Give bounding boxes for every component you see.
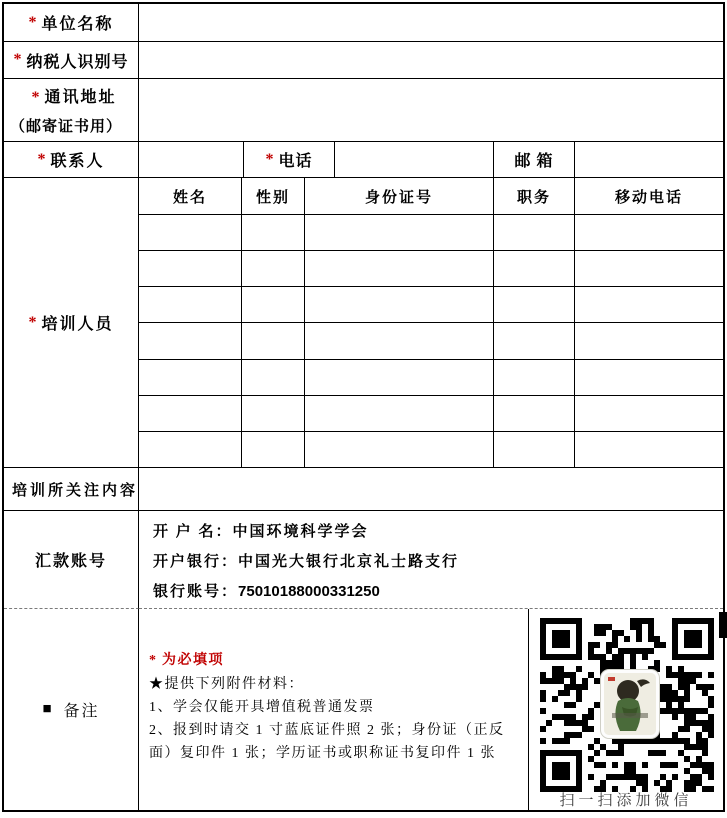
wechat-qr-panel [529, 609, 723, 810]
unit-name-label-text: 单位名称 [41, 16, 114, 33]
mail-address-label-text: 通讯地址 [44, 89, 117, 106]
required-note-text: 为必填项 [162, 653, 224, 668]
required-fields-note [149, 649, 520, 672]
column-header-gender: 性别 [242, 178, 305, 215]
required-asterisk: * [37, 150, 46, 168]
required-asterisk: * [149, 653, 156, 668]
remit-bank-value: 中国光大银行北京礼士路支行 [238, 554, 460, 570]
personnel-input-cell[interactable] [139, 215, 242, 251]
personnel-input-cell[interactable] [494, 396, 575, 432]
required-asterisk: * [28, 13, 37, 31]
remit-account-no-label: 银行账号： [153, 584, 239, 600]
scrollbar-artifact [719, 612, 727, 638]
attachments-title: ★提供下列附件材料： [149, 677, 304, 692]
personnel-input-cell[interactable] [305, 323, 494, 359]
phone-label [244, 142, 335, 178]
personnel-input-cell[interactable] [305, 396, 494, 432]
personnel-input-cell[interactable] [494, 251, 575, 287]
phone-label-text: 电话 [278, 153, 313, 170]
row-unit-name [4, 4, 723, 42]
email-input-cell[interactable] [575, 142, 723, 178]
row-contact [4, 142, 723, 178]
remit-account-name-value: 中国环境科学学会 [232, 524, 369, 540]
column-header-name: 姓名 [139, 178, 242, 215]
personnel-input-cell[interactable] [575, 360, 723, 396]
trainees-label-text: 培训人员 [41, 316, 114, 333]
personnel-row [139, 215, 723, 251]
personnel-grid [139, 178, 723, 468]
personnel-input-cell[interactable] [242, 432, 305, 468]
personnel-input-cell[interactable] [575, 323, 723, 359]
required-asterisk: * [31, 89, 40, 106]
mail-address-input-cell[interactable] [139, 79, 723, 142]
remittance-details [139, 511, 723, 609]
personnel-input-cell[interactable] [494, 215, 575, 251]
personnel-input-cell[interactable] [139, 360, 242, 396]
personnel-input-cell[interactable] [575, 432, 723, 468]
personnel-input-cell[interactable] [139, 432, 242, 468]
attachment-item-2: 2、报到时请交 1 寸蓝底证件照 2 张；身份证（正反面）复印件 1 张；学历证书或职称证书复印件 1 张 [149, 723, 505, 761]
trainees-label [4, 178, 139, 468]
email-label [494, 142, 575, 178]
personnel-row [139, 323, 723, 359]
email-label-text: 邮 箱 [514, 153, 554, 170]
personnel-input-cell[interactable] [305, 360, 494, 396]
required-asterisk: * [28, 313, 37, 331]
unit-name-label [4, 4, 139, 42]
personnel-input-cell[interactable] [242, 323, 305, 359]
mail-address-label-line1 [31, 84, 116, 107]
personnel-row [139, 251, 723, 287]
mail-address-label [4, 79, 139, 142]
training-focus-input-cell[interactable] [139, 468, 723, 511]
row-personnel [4, 178, 723, 468]
personnel-input-cell[interactable] [139, 251, 242, 287]
personnel-row [139, 360, 723, 396]
unit-name-input-cell[interactable] [139, 4, 723, 42]
personnel-row [139, 287, 723, 323]
remark-label [4, 609, 139, 810]
personnel-input-cell[interactable] [305, 251, 494, 287]
qr-caption: 扫一扫添加微信 [559, 793, 693, 809]
personnel-input-cell[interactable] [305, 215, 494, 251]
personnel-input-cell[interactable] [494, 432, 575, 468]
black-square-bullet: ■ [42, 701, 54, 717]
personnel-input-cell[interactable] [242, 251, 305, 287]
qr-avatar [601, 670, 659, 738]
personnel-input-cell[interactable] [242, 360, 305, 396]
remittance-label-text: 汇款账号 [34, 553, 107, 570]
personnel-input-cell[interactable] [494, 287, 575, 323]
wechat-qr-code [540, 618, 714, 797]
personnel-input-cell[interactable] [305, 287, 494, 323]
personnel-input-cell[interactable] [242, 396, 305, 432]
contact-label-text: 联系人 [50, 153, 105, 170]
remit-account-no-line [153, 577, 723, 607]
attachment-item-1: 1、学会仅能开具增值税普通发票 [149, 700, 375, 715]
personnel-input-cell[interactable] [242, 215, 305, 251]
personnel-input-cell[interactable] [575, 215, 723, 251]
personnel-input-cell[interactable] [494, 360, 575, 396]
row-mail-address [4, 79, 723, 142]
taxpayer-id-input-cell[interactable] [139, 42, 723, 79]
remit-account-name-line [153, 517, 723, 547]
personnel-input-cell[interactable] [305, 432, 494, 468]
remit-account-no-value: 75010188000331250 [238, 583, 380, 600]
row-remittance [4, 511, 723, 609]
remark-notes [139, 609, 529, 810]
personnel-input-cell[interactable] [139, 323, 242, 359]
column-header-duty: 职务 [494, 178, 575, 215]
personnel-input-cell[interactable] [494, 323, 575, 359]
personnel-input-cell[interactable] [575, 251, 723, 287]
training-focus-label-text: 培训所关注内容 [12, 482, 139, 499]
taxpayer-id-label-text: 纳税人识别号 [26, 53, 129, 71]
personnel-input-cell[interactable] [139, 287, 242, 323]
mail-address-label-line2: （邮寄证书用） [10, 119, 123, 135]
row-taxpayer-id [4, 42, 723, 79]
contact-label [4, 142, 139, 178]
required-asterisk: * [265, 150, 274, 168]
taxpayer-id-label [4, 42, 139, 79]
remit-bank-line [153, 547, 723, 577]
remit-bank-label: 开户银行： [153, 554, 239, 570]
personnel-header-row [139, 178, 723, 215]
remit-account-name-label: 开 户 名： [153, 524, 233, 540]
personnel-empty-rows [139, 215, 723, 468]
personnel-input-cell[interactable] [139, 396, 242, 432]
remark-label-text: 备注 [63, 703, 100, 720]
personnel-input-cell[interactable] [575, 396, 723, 432]
registration-form-table [2, 2, 725, 812]
personnel-input-cell[interactable] [575, 287, 723, 323]
personnel-row [139, 396, 723, 432]
personnel-input-cell[interactable] [242, 287, 305, 323]
contact-input-cell[interactable] [139, 142, 244, 178]
phone-input-cell[interactable] [335, 142, 494, 178]
row-training-focus [4, 468, 723, 511]
remittance-label [4, 511, 139, 609]
training-focus-label [4, 468, 139, 511]
column-header-id-number: 身份证号 [305, 178, 494, 215]
column-header-mobile: 移动电话 [575, 178, 723, 215]
row-remark [4, 609, 723, 810]
required-asterisk: * [13, 51, 22, 68]
personnel-row [139, 432, 723, 468]
